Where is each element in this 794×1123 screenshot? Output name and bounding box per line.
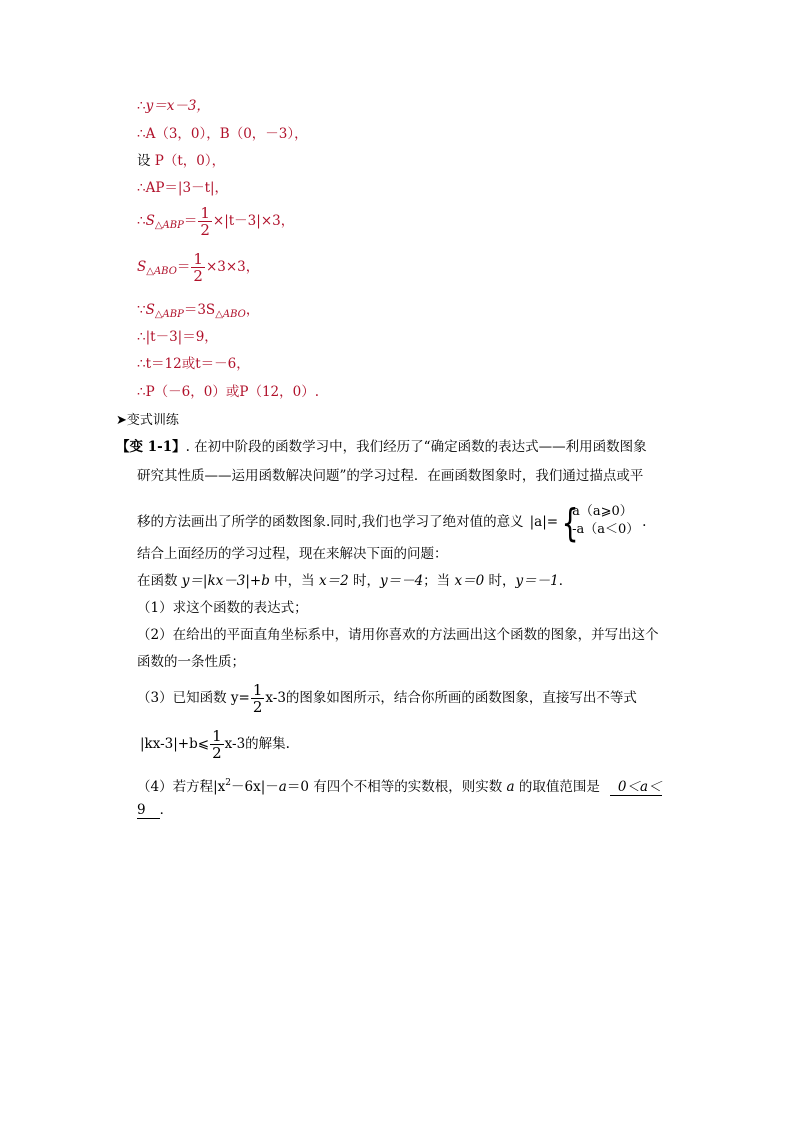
question-2 <box>137 625 659 645</box>
area-subscript: △ABP <box>154 309 184 320</box>
point-b: B（0，－3）， <box>219 126 308 142</box>
answer-2: P（12，0）. <box>239 384 320 400</box>
numerator: 1 <box>200 204 210 222</box>
equation-end: ， <box>245 302 260 318</box>
value: y＝－1 <box>515 573 559 589</box>
exponent: 2 <box>225 778 231 788</box>
answer-1: P（－6，0） <box>145 384 226 400</box>
area-subscript: △ABO <box>215 309 246 320</box>
solution-line-4 <box>137 178 228 198</box>
denominator: 2 <box>200 221 210 239</box>
answer: 9 <box>137 802 146 818</box>
piecewise-definition <box>558 500 642 545</box>
function-expression: y＝|kx－3|+b <box>181 573 270 589</box>
problem-line-4 <box>137 544 448 564</box>
section-title: 变式训练 <box>126 413 179 428</box>
period: . <box>642 514 647 530</box>
problem-line-5 <box>137 571 572 591</box>
question-text: （1）求这个函数的表达式； <box>137 600 308 616</box>
therefore-symbol: ∴ <box>137 213 146 229</box>
case-1: a（a⩾0） <box>572 503 633 519</box>
numerator: 1 <box>212 727 222 745</box>
problem-text: 结合上面经历的学习过程，现在来解决下面的问题： <box>137 546 448 562</box>
let-text: 设 <box>137 153 155 169</box>
text: ；当 <box>423 573 455 589</box>
solution-line-5 <box>137 203 294 244</box>
equals: ＝ <box>183 213 198 229</box>
inequality: |kx-3|+b⩽ <box>140 736 210 752</box>
question-text: ＝0 有四个不相等的实数根，则实数 <box>286 779 507 795</box>
equation-mid: ＝3S <box>183 302 216 318</box>
text: 时， <box>484 573 516 589</box>
area-subscript: △ABP <box>154 220 184 231</box>
question-text: －6x|－ <box>231 779 279 795</box>
therefore-symbol: ∴ <box>137 180 146 196</box>
value-2: t＝－6， <box>195 356 250 372</box>
point-a: A（3，0）， <box>145 126 220 142</box>
condition: x＝2 <box>318 573 349 589</box>
arrow-icon: ➤ <box>116 413 127 428</box>
problem-line-3 <box>137 500 647 545</box>
period: ． <box>159 802 174 818</box>
question-text: 函数的一条性质； <box>137 654 245 670</box>
problem-text: 移的方法画出了所学的函数图象.同时,我们也学习了绝对值的意义 <box>137 514 524 530</box>
point-p: P（t，0）， <box>154 153 226 169</box>
question-4 <box>137 773 662 797</box>
area-symbol: S <box>145 213 155 229</box>
solution-line-9 <box>137 354 250 374</box>
solution-line-8 <box>137 327 218 347</box>
denominator: 2 <box>193 267 203 285</box>
abs-value: |a|= <box>529 514 559 530</box>
answer-blank <box>137 802 160 819</box>
equation-rest: ×3×3， <box>205 259 260 275</box>
variable: a <box>278 779 287 795</box>
text: 在函数 <box>137 573 182 589</box>
brace-icon: { <box>561 500 579 545</box>
therefore-symbol: ∴ <box>137 384 146 400</box>
question-2-cont <box>137 652 245 672</box>
fraction <box>210 728 224 761</box>
problem-text: 研究其性质——运用函数解决问题”的学习过程．在画函数图象时，我们通过描点或平 <box>137 468 644 484</box>
numerator: 1 <box>252 681 263 699</box>
question-text: 的取值范围是 <box>514 779 600 795</box>
cases <box>572 503 639 539</box>
solution-line-1 <box>137 96 210 116</box>
question-text: （4）若方程|x <box>137 779 226 795</box>
equation: y＝x－3， <box>145 98 210 114</box>
solution-line-7 <box>137 300 259 325</box>
problem-text: . 在初中阶段的函数学习中，我们经历了“确定函数的表达式——利用函数图象 <box>185 439 647 455</box>
solution-line-6 <box>137 249 259 290</box>
or-text: 或 <box>225 384 240 400</box>
problem-line-1 <box>116 437 647 457</box>
equation: |t－3|＝9， <box>145 329 218 345</box>
equation: AP＝|3－t|， <box>145 180 229 196</box>
case-2: -a（a＜0） <box>572 521 640 537</box>
condition: x＝0 <box>454 573 485 589</box>
because-symbol: ∵ <box>137 302 146 318</box>
variable: a <box>506 779 515 795</box>
denominator: 2 <box>212 744 222 762</box>
equals: ＝ <box>176 259 191 275</box>
question-4-cont <box>137 800 173 820</box>
question-text: （3）已知函数 y= <box>137 690 250 706</box>
text: 时， <box>348 573 380 589</box>
area-subscript: △ABO <box>146 266 177 277</box>
answer: 0＜a＜ <box>617 779 662 795</box>
or-text: 或 <box>181 356 196 372</box>
problem-line-2 <box>137 466 643 486</box>
therefore-symbol: ∴ <box>137 356 146 372</box>
question-text: （2）在给出的平面直角坐标系中，请用你喜欢的方法画出这个函数的图象，并写出这个 <box>137 627 659 643</box>
section-heading <box>116 411 179 431</box>
value: y＝－4 <box>379 573 424 589</box>
solution-line-10 <box>137 382 319 402</box>
answer-blank <box>610 779 662 796</box>
text: ． <box>558 573 573 589</box>
question-1 <box>137 598 308 618</box>
text: 中，当 <box>269 573 319 589</box>
problem-tag: 【变 1-1】 <box>116 439 186 455</box>
therefore-symbol: ∴ <box>137 329 146 345</box>
area-symbol: S <box>137 259 147 275</box>
solution-line-2 <box>137 124 308 144</box>
question-text: x-3的解集. <box>224 736 290 752</box>
numerator: 1 <box>193 250 203 268</box>
question-3-inequality <box>140 726 290 762</box>
fraction <box>198 205 212 238</box>
denominator: 2 <box>252 698 263 716</box>
area-symbol: S <box>145 302 155 318</box>
question-text: x-3的图象如图所示，结合你所画的函数图象，直接写出不等式 <box>265 690 637 706</box>
equation-rest: ×|t－3|×3， <box>212 213 295 229</box>
value-1: t＝12 <box>145 356 182 372</box>
fraction <box>251 682 265 715</box>
fraction <box>191 251 205 284</box>
solution-line-3 <box>137 151 225 171</box>
therefore-symbol: ∴ <box>137 126 146 142</box>
question-3 <box>137 680 637 716</box>
therefore-symbol: ∴ <box>137 98 146 114</box>
